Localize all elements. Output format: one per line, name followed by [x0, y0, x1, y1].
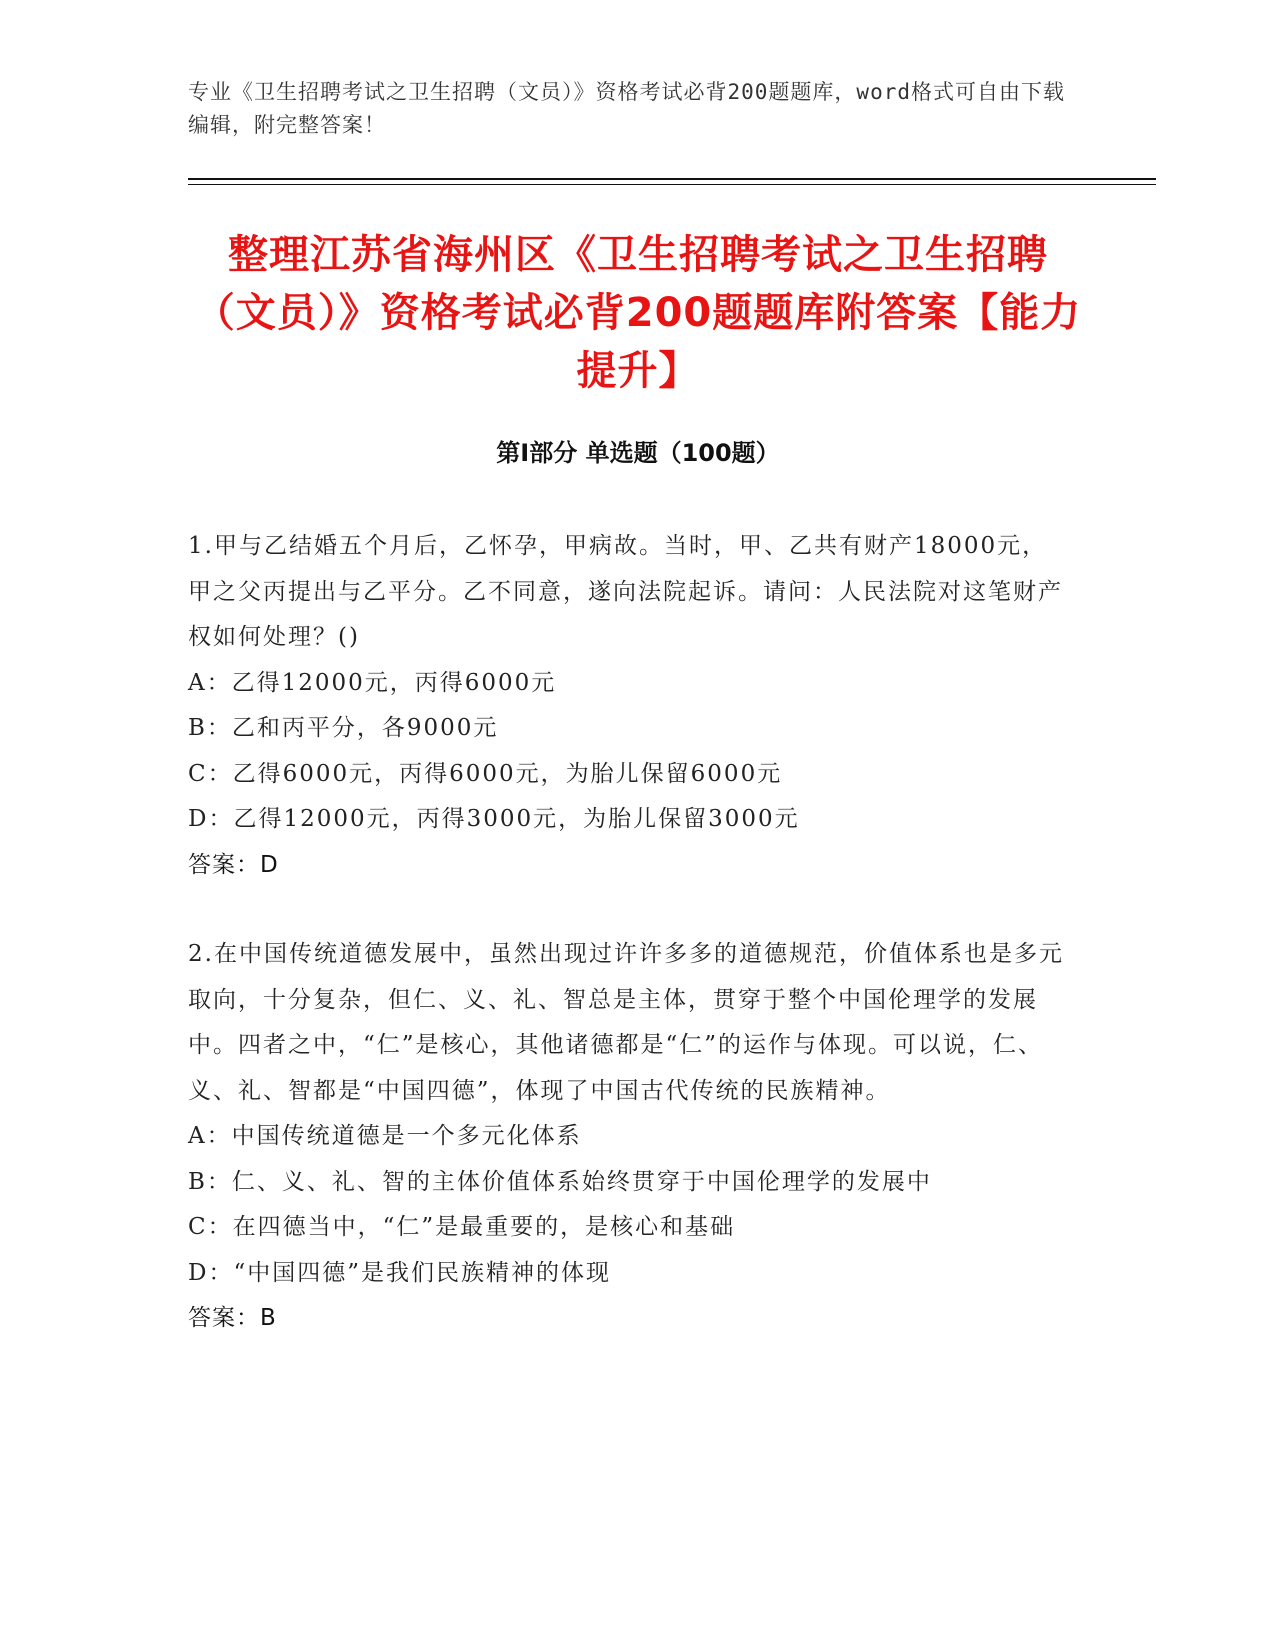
answer-line: 答案：B	[188, 1305, 277, 1331]
header-note: 专业《卫生招聘考试之卫生招聘（文员）》资格考试必背200题题库，word格式可自由下载编辑，附完整答案！	[188, 80, 1065, 137]
question-block-1	[188, 524, 1068, 888]
option-a: A：中国传统道德是一个多元化体系	[188, 1123, 582, 1149]
question-block-2	[188, 932, 1068, 1342]
section-heading: 第I部分 单选题（100题）	[496, 439, 780, 467]
option-b: B：仁、义、礼、智的主体价值体系始终贯穿于中国伦理学的发展中	[188, 1168, 932, 1195]
answer-line: 答案：D	[188, 851, 279, 878]
option-d: D：“中国四德”是我们民族精神的体现	[188, 1259, 611, 1286]
document-title: 整理江苏省海州区《卫生招聘考试之卫生招聘（文员）》资格考试必背200题题库附答案【能力提升】	[194, 232, 1082, 394]
option-c: C：乙得6000元，丙得6000元，为胎儿保留6000元	[188, 760, 783, 787]
question-stem: 2.在中国传统道德发展中，虽然出现过许许多多的道德规范，价值体系也是多元取向，十分复杂，但仁、义、礼、智总是主体，贯穿于整个中国伦理学的发展中。四者之中，“仁”是核心，其他诸德都是“仁”的运作与体现。可以说，仁、义、礼、智都是“中国四德”，体现了中国古代传统的民族精神。	[188, 941, 1064, 1104]
option-d: D：乙得12000元，丙得3000元，为胎儿保留3000元	[188, 806, 800, 832]
header-divider-thin	[188, 184, 1156, 185]
question-stem: 1.甲与乙结婚五个月后，乙怀孕，甲病故。当时，甲、乙共有财产18000元，甲之父丙提出与乙平分。乙不同意，遂向法院起诉。请问：人民法院对这笔财产权如何处理？()	[188, 533, 1063, 650]
option-c: C：在四德当中，“仁”是最重要的，是核心和基础	[188, 1214, 736, 1240]
option-a: A：乙得12000元，丙得6000元	[188, 669, 557, 696]
header-divider-thick	[188, 178, 1156, 180]
option-b: B：乙和丙平分，各9000元	[188, 715, 499, 741]
